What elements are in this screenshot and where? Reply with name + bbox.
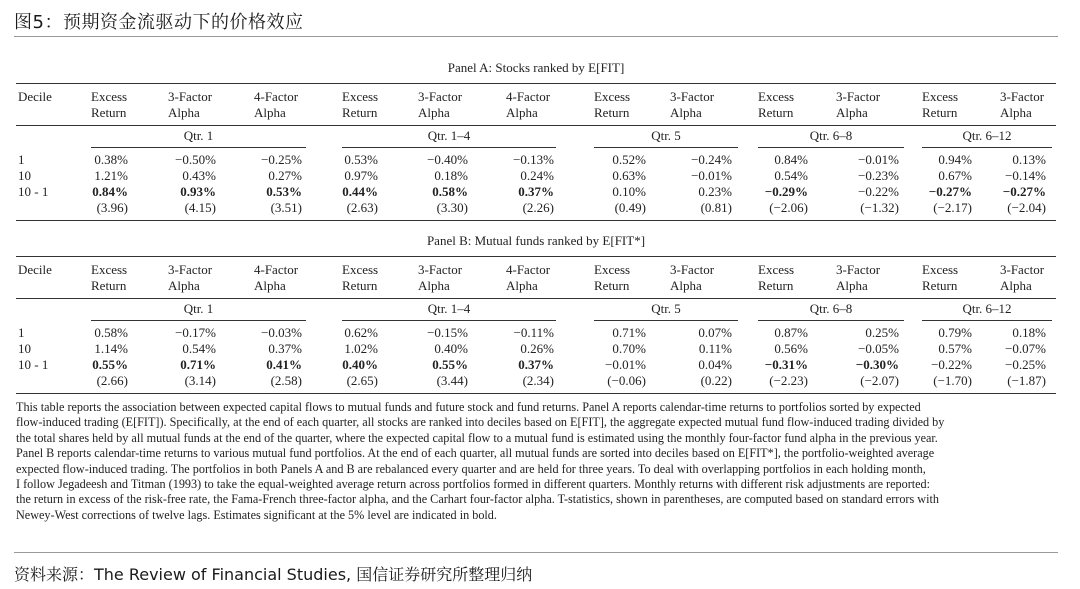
note-line: I follow Jegadeesh and Titman (1993) to take the equal-weighted average return across portfolios formed in different quarters. Monthly returns with different risk adjustments are reported: <box>16 477 931 492</box>
value-cell: 0.44% <box>342 184 378 199</box>
t-stat-cell: (3.44) <box>436 373 468 388</box>
value-cell: 0.41% <box>266 357 302 372</box>
column-header <box>254 262 298 294</box>
column-header <box>836 89 880 121</box>
column-header <box>922 89 958 121</box>
note-line: Panel B reports calendar-time returns to various mutual fund portfolios. At the end of each quarter, all mutual funds are sorted into deciles based on E[FIT*], the portfolio-weighted average <box>16 446 935 461</box>
group-underline <box>91 320 306 321</box>
value-cell: 0.67% <box>938 168 972 183</box>
column-header <box>168 89 212 121</box>
bottom-divider <box>14 552 1058 553</box>
value-cell: 0.13% <box>1012 152 1046 167</box>
column-header <box>91 262 127 294</box>
panel-title: Panel B: Mutual funds ranked by E[FIT*] <box>426 233 646 248</box>
column-header-line2: Alpha <box>254 278 286 293</box>
column-header <box>91 89 127 121</box>
group-underline <box>922 320 1052 321</box>
column-header <box>418 262 462 294</box>
value-cell: 0.07% <box>698 325 732 340</box>
value-cell: −0.17% <box>175 325 216 340</box>
group-underline <box>758 320 904 321</box>
panel-top-rule <box>16 83 1056 84</box>
value-cell: −0.07% <box>1005 341 1046 356</box>
group-label: Qtr. 1–4 <box>427 301 471 316</box>
table-note <box>16 400 1056 523</box>
column-header-line2: Return <box>594 278 630 293</box>
column-header-line1: Excess <box>91 262 128 277</box>
value-cell: −0.27% <box>928 184 972 199</box>
value-cell: −0.11% <box>513 325 554 340</box>
value-cell: −0.15% <box>427 325 468 340</box>
value-cell: 0.10% <box>612 184 646 199</box>
column-header-line1: 3-Factor <box>670 89 715 104</box>
value-cell: 0.84% <box>774 152 808 167</box>
value-cell: −0.30% <box>855 357 899 372</box>
value-cell: 0.71% <box>612 325 646 340</box>
value-cell: 0.25% <box>865 325 899 340</box>
value-cell: 0.37% <box>268 341 302 356</box>
value-cell: 0.18% <box>1012 325 1046 340</box>
value-cell: 0.87% <box>774 325 808 340</box>
value-cell: 0.84% <box>92 184 128 199</box>
column-header <box>670 89 714 121</box>
column-header <box>506 89 550 121</box>
column-header-line2: Alpha <box>1000 105 1032 120</box>
group-label: Qtr. 6–12 <box>962 128 1012 143</box>
t-stat-cell: (−0.06) <box>607 373 646 388</box>
group-underline <box>91 147 306 148</box>
column-header-line2: Return <box>594 105 630 120</box>
value-cell: 0.04% <box>698 357 732 372</box>
column-header-line1: Excess <box>342 89 379 104</box>
top-divider <box>14 36 1058 37</box>
value-cell: 1.14% <box>94 341 128 356</box>
column-header <box>594 89 630 121</box>
value-cell: 0.24% <box>520 168 554 183</box>
value-cell: 0.27% <box>268 168 302 183</box>
t-stat-cell: (2.58) <box>270 373 302 388</box>
column-header-line2: Return <box>91 278 127 293</box>
group-label: Qtr. 6–12 <box>962 301 1012 316</box>
t-stat-cell: (2.63) <box>346 200 378 215</box>
row-label: 10 <box>18 168 31 183</box>
t-stat-cell: (0.81) <box>700 200 732 215</box>
column-header <box>506 262 550 294</box>
value-cell: −0.13% <box>513 152 554 167</box>
value-cell: 0.26% <box>520 341 554 356</box>
column-header-line2: Return <box>342 105 378 120</box>
value-cell: −0.29% <box>764 184 808 199</box>
group-label: Qtr. 1 <box>183 128 214 143</box>
column-header-line1: Excess <box>922 89 959 104</box>
value-cell: −0.03% <box>261 325 302 340</box>
value-cell: 0.97% <box>344 168 378 183</box>
column-header-line1: 3-Factor <box>670 262 715 277</box>
group-label: Qtr. 6–8 <box>809 128 853 143</box>
column-header-line2: Alpha <box>506 278 538 293</box>
column-header <box>758 89 794 121</box>
figure-title: 图5：预期资金流驱动下的价格效应 <box>14 12 304 33</box>
value-cell: −0.14% <box>1005 168 1046 183</box>
value-cell: −0.22% <box>931 357 972 372</box>
t-stat-cell: (3.30) <box>436 200 468 215</box>
column-header-line1: Excess <box>594 262 631 277</box>
value-cell: −0.25% <box>1005 357 1046 372</box>
note-line: Newey-West corrections of twelve lags. Estimates significant at the 5% level are indicated in bold. <box>16 507 497 522</box>
group-underline <box>594 147 738 148</box>
value-cell: 0.54% <box>774 168 808 183</box>
value-cell: 0.94% <box>938 152 972 167</box>
value-cell: 0.52% <box>612 152 646 167</box>
value-cell: 0.62% <box>344 325 378 340</box>
value-cell: 0.93% <box>180 184 216 199</box>
t-stat-cell: (2.66) <box>96 373 128 388</box>
column-header-line1: 3-Factor <box>168 89 213 104</box>
t-stat-cell: (−1.87) <box>1007 373 1046 388</box>
t-stat-cell: (−2.17) <box>933 200 972 215</box>
value-cell: 0.71% <box>180 357 216 372</box>
t-stat-cell: (−2.06) <box>769 200 808 215</box>
column-header-line1: 4-Factor <box>506 89 551 104</box>
value-cell: 0.63% <box>612 168 646 183</box>
value-cell: −0.27% <box>1002 184 1046 199</box>
t-stat-cell: (4.15) <box>184 200 216 215</box>
value-cell: 0.56% <box>774 341 808 356</box>
column-header-line1: Excess <box>91 89 128 104</box>
group-label: Qtr. 1 <box>183 301 214 316</box>
column-header-line1: 4-Factor <box>254 262 299 277</box>
column-header-line2: Return <box>922 105 958 120</box>
group-underline <box>922 147 1052 148</box>
value-cell: 0.58% <box>94 325 128 340</box>
value-cell: −0.25% <box>261 152 302 167</box>
column-header-line2: Alpha <box>836 105 868 120</box>
column-header <box>594 262 630 294</box>
t-stat-cell: (0.49) <box>614 200 646 215</box>
t-stat-cell: (−2.04) <box>1007 200 1046 215</box>
value-cell: 0.40% <box>434 341 468 356</box>
source-label: 资料来源：The Review of Financial Studies, 国信证券研究所整理归纳 <box>14 565 533 584</box>
column-header-line1: 3-Factor <box>1000 262 1045 277</box>
panel-title: Panel A: Stocks ranked by E[FIT] <box>447 60 625 75</box>
note-line: flow-induced trading (E[FIT]). Specifically, at the end of each quarter, all stocks are ranked into deciles based on E[FIT], the aggregate expected mutual fund flow-induced trading divided by <box>16 415 945 430</box>
value-cell: 0.11% <box>698 341 732 356</box>
column-header-line1: 3-Factor <box>418 89 463 104</box>
column-header <box>168 262 212 294</box>
column-header-line2: Alpha <box>670 105 702 120</box>
t-stat-cell: (−1.70) <box>933 373 972 388</box>
group-underline <box>594 320 738 321</box>
value-cell: 0.37% <box>518 357 554 372</box>
column-header-line1: 4-Factor <box>254 89 299 104</box>
value-cell: 0.18% <box>434 168 468 183</box>
value-cell: 0.23% <box>698 184 732 199</box>
value-cell: −0.05% <box>858 341 899 356</box>
value-cell: −0.01% <box>605 357 646 372</box>
t-stat-cell: (−2.23) <box>769 373 808 388</box>
panel-top-rule <box>16 256 1056 257</box>
value-cell: −0.24% <box>691 152 732 167</box>
column-header-line2: Alpha <box>418 278 450 293</box>
t-stat-cell: (−1.32) <box>860 200 899 215</box>
column-header-line1: 3-Factor <box>418 262 463 277</box>
value-cell: −0.22% <box>858 184 899 199</box>
column-header <box>342 89 378 121</box>
group-underline <box>342 147 556 148</box>
column-header-line1: 3-Factor <box>836 262 881 277</box>
note-line: the return in excess of the risk-free rate, the Fama-French three-factor alpha, and the Carhart four-factor alpha. T-statistics, shown in parentheses, are computed based on standard errors with <box>16 492 939 507</box>
note-line: the total shares held by all mutual funds at the end of the quarter, where the expected capital flow to a mutual fund is estimated using the monthly four-factor fund alpha in the previous year. <box>16 430 938 445</box>
value-cell: 0.40% <box>342 357 378 372</box>
group-label: Qtr. 1–4 <box>427 128 471 143</box>
t-stat-cell: (3.14) <box>184 373 216 388</box>
note-line: This table reports the association between expected capital flows to mutual funds and future stock and fund returns. Panel A reports calendar-time returns to portfolios sorted by expected <box>16 400 921 414</box>
header-rule <box>16 298 1056 299</box>
column-header-line2: Alpha <box>254 105 286 120</box>
column-header-line1: Excess <box>594 89 631 104</box>
column-header <box>1000 89 1044 121</box>
column-header-line2: Alpha <box>1000 278 1032 293</box>
value-cell: 0.37% <box>518 184 554 199</box>
t-stat-cell: (0.22) <box>700 373 732 388</box>
column-header-line2: Alpha <box>670 278 702 293</box>
value-cell: −0.23% <box>858 168 899 183</box>
group-underline <box>342 320 556 321</box>
column-header-line2: Alpha <box>168 105 200 120</box>
t-stat-cell: (2.34) <box>522 373 554 388</box>
value-cell: 1.02% <box>344 341 378 356</box>
group-label: Qtr. 5 <box>651 128 681 143</box>
column-header <box>758 262 794 294</box>
value-cell: −0.40% <box>427 152 468 167</box>
header-rule <box>16 125 1056 126</box>
note-line: expected flow-induced trading. The portfolios in both Panels A and B are rebalanced every quarter and are held for three years. To deal with overlapping portfolios in each holding month, <box>16 461 926 476</box>
row-label: 10 <box>18 341 31 356</box>
row-label: 1 <box>18 152 25 167</box>
row-label: 10 - 1 <box>18 184 49 199</box>
panel-bottom-rule <box>16 220 1056 221</box>
value-cell: 0.57% <box>938 341 972 356</box>
value-cell: 1.21% <box>94 168 128 183</box>
column-header-line1: 4-Factor <box>506 262 551 277</box>
column-header <box>342 262 378 294</box>
column-header-line1: Excess <box>758 89 795 104</box>
column-header-line2: Return <box>91 105 127 120</box>
value-cell: 0.53% <box>266 184 302 199</box>
value-cell: −0.01% <box>691 168 732 183</box>
column-header <box>254 89 298 121</box>
column-header-line1: Excess <box>758 262 795 277</box>
t-stat-cell: (2.26) <box>522 200 554 215</box>
value-cell: 0.53% <box>344 152 378 167</box>
decile-header: Decile <box>18 89 52 104</box>
value-cell: −0.31% <box>764 357 808 372</box>
value-cell: 0.38% <box>94 152 128 167</box>
column-header-line2: Alpha <box>168 278 200 293</box>
t-stat-cell: (−2.07) <box>860 373 899 388</box>
column-header-line1: 3-Factor <box>1000 89 1045 104</box>
column-header-line2: Alpha <box>506 105 538 120</box>
column-header-line2: Alpha <box>418 105 450 120</box>
group-underline <box>758 147 904 148</box>
column-header-line2: Return <box>758 105 794 120</box>
column-header <box>1000 262 1044 294</box>
row-label: 1 <box>18 325 25 340</box>
value-cell: −0.01% <box>858 152 899 167</box>
column-header-line2: Return <box>758 278 794 293</box>
decile-header: Decile <box>18 262 52 277</box>
group-label: Qtr. 5 <box>651 301 681 316</box>
panel-bottom-rule <box>16 393 1056 394</box>
t-stat-cell: (3.51) <box>270 200 302 215</box>
column-header-line2: Return <box>342 278 378 293</box>
column-header <box>922 262 958 294</box>
column-header-line2: Return <box>922 278 958 293</box>
t-stat-cell: (2.65) <box>346 373 378 388</box>
value-cell: 0.55% <box>432 357 468 372</box>
column-header <box>836 262 880 294</box>
t-stat-cell: (3.96) <box>96 200 128 215</box>
value-cell: 0.43% <box>182 168 216 183</box>
column-header-line1: Excess <box>922 262 959 277</box>
column-header <box>670 262 714 294</box>
column-header-line1: Excess <box>342 262 379 277</box>
column-header-line2: Alpha <box>836 278 868 293</box>
value-cell: −0.50% <box>175 152 216 167</box>
row-label: 10 - 1 <box>18 357 49 372</box>
column-header-line1: 3-Factor <box>168 262 213 277</box>
value-cell: 0.79% <box>938 325 972 340</box>
value-cell: 0.54% <box>182 341 216 356</box>
group-label: Qtr. 6–8 <box>809 301 853 316</box>
value-cell: 0.58% <box>432 184 468 199</box>
value-cell: 0.55% <box>92 357 128 372</box>
column-header <box>418 89 462 121</box>
column-header-line1: 3-Factor <box>836 89 881 104</box>
value-cell: 0.70% <box>612 341 646 356</box>
